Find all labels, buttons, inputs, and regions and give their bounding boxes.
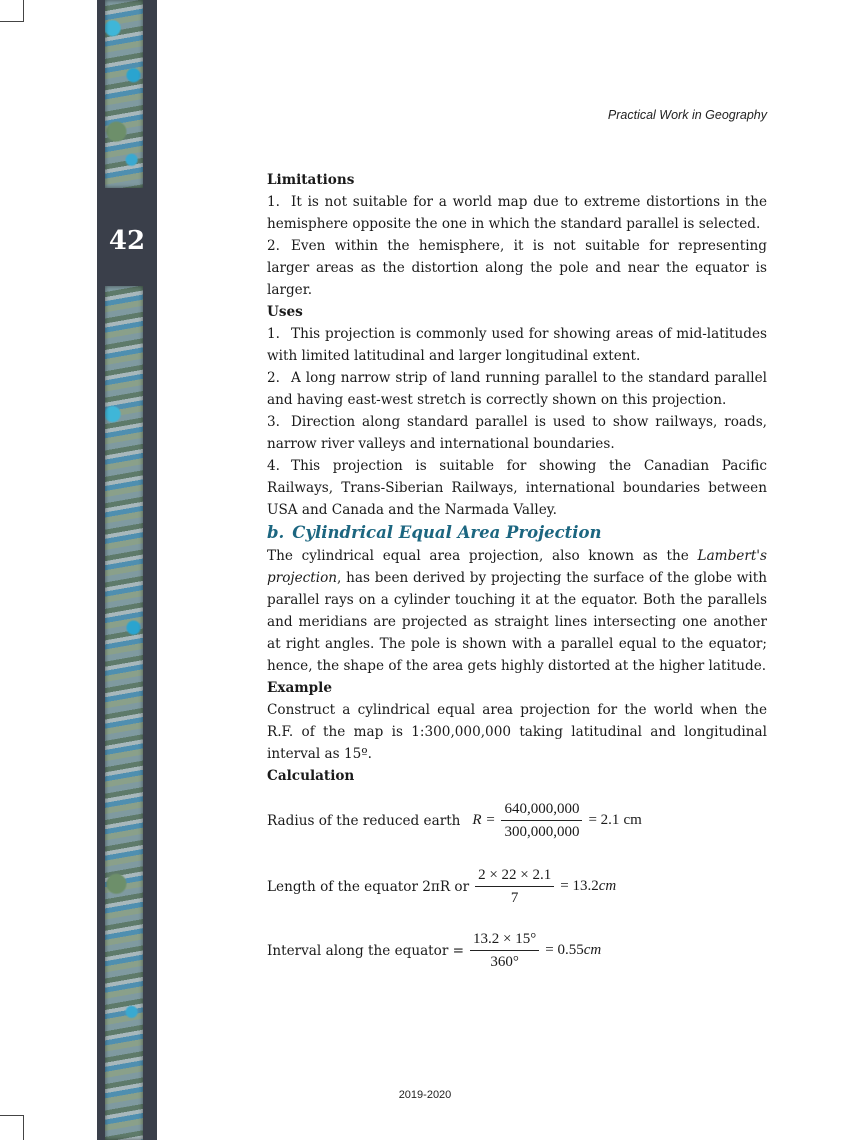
item-text: Direction along standard parallel is used to show railways, roads, narrow river valleys and international boundaries. [267,414,767,452]
uses-heading: Uses [267,304,303,320]
limitations-heading: Limitations [267,172,355,188]
item-number: 2. [267,238,280,254]
item-number: 2. [267,370,280,386]
formula-label: Length of the equator 2πR or [267,878,470,895]
use-item [267,323,767,367]
running-head: Practical Work in Geography [607,108,767,122]
denominator: 360° [490,954,519,970]
section-intro [267,545,767,677]
example-text: Construct a cylindrical equal area projection for the world when the R.F. of the map is 1:300,000,000 taking latitudinal and longitudinal interval as 15º. [267,702,767,762]
limitation-item [267,191,767,235]
formula-result: = 2.1 [588,812,620,828]
crop-mark-bottom [0,1115,24,1140]
fraction [501,800,582,841]
formula-unit: cm [623,812,642,828]
denominator: 7 [510,890,519,906]
formula-lhs: R = [472,812,496,828]
formula-equator-interval [267,930,601,971]
crop-mark-top [0,0,24,22]
intro-italic: Lambert's projection [267,548,767,586]
use-item [267,367,767,411]
fraction [470,930,539,971]
intro-text: The cylindrical equal area projection, also known as the [267,548,698,564]
numerator: 640,000,000 [501,800,582,821]
item-number: 1. [267,326,280,342]
example-heading: Example [267,680,332,696]
formula-label: Radius of the reduced earth [267,812,461,829]
item-number: 3. [267,414,280,430]
limitation-item [267,235,767,301]
item-text: A long narrow strip of land running parallel to the standard parallel and having east-west stretch is correctly shown on this projection. [267,370,767,408]
section-title [267,521,767,545]
fraction [475,866,554,907]
satellite-image-strip-bottom [105,286,143,1140]
formula-unit: cm [598,878,617,894]
footer-year: 2019-2020 [398,1089,452,1101]
use-item [267,411,767,455]
intro-text-cont: , has been derived by projecting the surface of the globe with parallel rays on a cylinder touching it at the equator. Both the parallels and meridians are projected as straight lines intersecting one another at right angles. The pole is shown with a parallel equal to the equator; hence, the shape of the area gets highly distorted at the higher latitude. [267,570,767,674]
item-text: It is not suitable for a world map due to extreme distortions in the hemisphere opposite the one in which the standard parallel is selected. [267,194,767,232]
item-number: 1. [267,194,280,210]
formula-result: = 0.55 [545,942,584,958]
section-title-text: Cylindrical Equal Area Projection [292,523,602,542]
calculation-heading: Calculation [267,768,355,784]
item-number: 4. [267,458,280,474]
use-item [267,455,767,521]
item-text: This projection is suitable for showing the Canadian Pacific Railways, Trans-Siberian Railways, international boundaries between USA and Canada and the Narmada Valley. [267,458,767,518]
formula-radius [267,800,642,841]
side-strip [97,0,157,1140]
formula-label: Interval along the equator = [267,942,465,959]
denominator: 300,000,000 [504,824,580,840]
item-text: This projection is commonly used for showing areas of mid-latitudes with limited latitudinal and larger longitudinal extent. [267,326,767,364]
numerator: 13.2 × 15° [470,930,539,951]
item-text: Even within the hemisphere, it is not suitable for representing larger areas as the distortion along the pole and near the equator is larger. [267,238,767,298]
page-number: 42 [108,226,146,256]
section-letter: b. [267,523,285,542]
numerator: 2 × 22 × 2.1 [475,866,554,887]
formula-unit: cm [583,942,602,958]
satellite-image-strip-top [105,0,143,188]
main-content [267,169,767,787]
formula-equator-length [267,866,616,907]
formula-result: = 13.2 [560,878,599,894]
